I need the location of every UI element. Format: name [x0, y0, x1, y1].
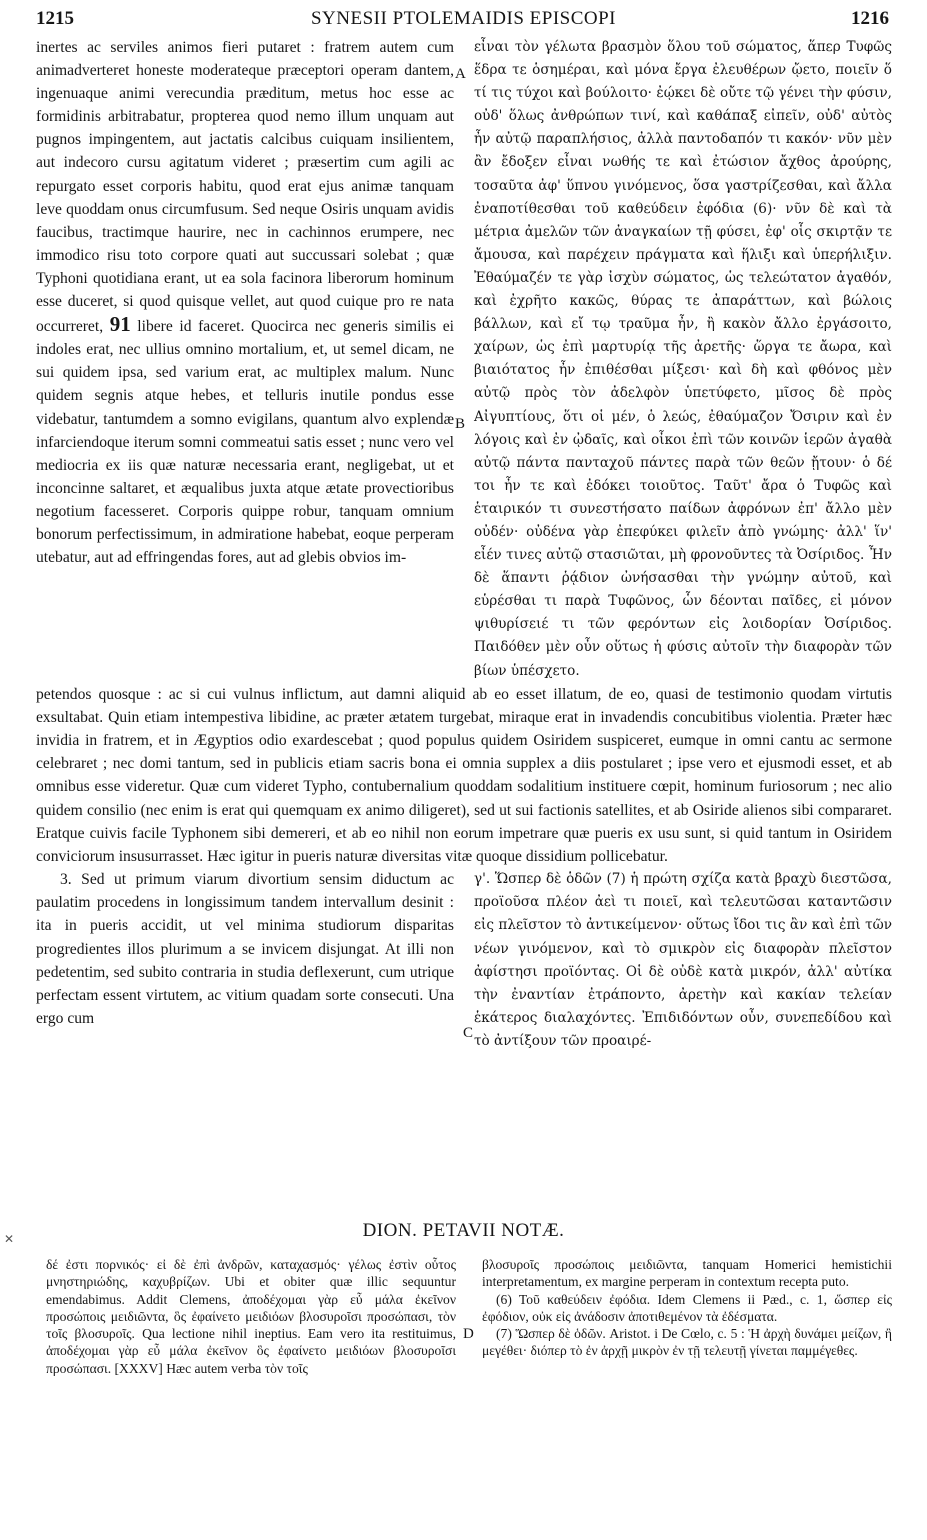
greek-text-part1: εἶναι τὸν γέλωτα βρασμὸν ὅλου τοῦ σώματος, ἅπερ Τυφῶς ἕδρα τε ὁσημέραι, καὶ μόνα ἔργα ἐλευθέρων ᾤετο, ποιεῖν ὅ τί τις τύχοι καὶ βούλοιτο· ἐῴκει δὲ οὔτε τῷ γένει τὴν φύσιν, οὐδ' ὅλως ἀνθρώπων τινί, καὶ καθάπαξ εἰπεῖν, οὐδ' αὐτὸς ἦν αὐτῷ παραπλήσιος, ἀλλὰ παντοδαπόν τι κακόν· νῦν μὲν ἂν ἔδοξεν εἶναι νωθής τε καὶ ἐτώσιον ἄχθος ἀρούρης, τοσαῦτα ἀφ' ὕπνου γινόμενος, ὅσα γαστρίζεσθαι, καὶ ἄλλα ἐναποτίθεσθαι τοῦ καθεύδειν ἐφόδια (6)· νῦν δὲ καὶ τὰ μέτρια ἀμελῶν τῶν ἀναγκαίων τῇ φύσει, ἐφ' οἷς σκιρτᾷν τε ἄμουσα, καὶ παρέχειν πράγματα καὶ ἥλιξι καὶ ὑπερήλιξιν. Ἐθαύμαζέν τε γὰρ ἰσχὺν σώματος, ὡς τελεώτατον ἀγαθόν, καὶ ἐχρῆτο κακῶς, θύρας τε ἀπαράττων, καὶ βώλοις βάλλων, καὶ εἴ τῳ τραῦμα ἦν, ἢ κακὸν ἄλλο ἐργάσοιτο, χαίρων, ὡς ἐπὶ μαρτυρίᾳ	[474, 39, 892, 356]
notes-title: DION. PETAVII NOTÆ.	[362, 1220, 565, 1241]
notes-left-column: δέ ἐστι πορνικός· εἰ δὲ ἐπὶ ἀνδρῶν, καταχασμός· γέλως ἐστὶν οὗτος μνηστηριώδης, καχυβρίζων. Ubi et obiter quæ illic sequuntur emendabimus. Addit Clemens, ἀποδέχομαι γὰρ εὖ μάλα ἐκεῖνον προσώποις μειδιῶντα, ὃς ἐφαίνετο μειδιόων βλοσυροῖσι προσώπασι, τὸν τοῖς βλοσυροῖς. Qua lectione nihil ineptius. Eam vero ita restituimus, ἀποδέχομαι γὰρ εὖ μάλα ἐκεῖνον ὃς ἐφαίνετο μειδιόων βλοσυροῖσι προσώπασι. [XXXV] Hæc autem verba τὸν τοῖς	[46, 1257, 456, 1376]
page-number-left: 1215	[36, 8, 74, 29]
main-text	[36, 36, 892, 1053]
gutter-mark: ✕	[4, 1232, 15, 1246]
margin-marker-a: A	[455, 66, 466, 82]
margin-marker-d: D	[463, 1326, 474, 1342]
note-continuation: βλοσυροῖς προσώποις μειδιῶντα, tanquam Homerici hemistichii interpretamentum, ex margine perperam in contextum recepta puto.	[482, 1257, 892, 1290]
greek-section-3: γ'. Ὥσπερ δὲ ὁδῶν (7) ἡ πρώτη σχίζα κατὰ βραχὺ διεστῶσα, προϊοῦσα πλέον ἀεὶ τι ποιεῖ, καὶ τελευτῶσαι καταντῶσιν εἰς πλεῖστον τὸ ἀντικείμενον· οὕτως ἴδοι τις ἂν καὶ ἐπὶ τῶν νέων γινόμενον, καὶ τὸ σμικρὸν εἰς διαφορὰν πλεῖστον ἀφίστησι προϊόντας. Οἱ δὲ οὐδὲ κατὰ μικρόν, ἀλλ' αὐτίκα τὴν ἐναντίαν ἐτράποντο, ἀρετὴν καὶ κακίαν τελείαν ἑκάτερος διαλαχόντες. Ἐπιδιδόντων οὖν, συνεπεδίδου καὶ τὸ ἀντίξουν τῶν προαιρέ-	[474, 871, 892, 1049]
latin-text-part1: inertes ac serviles animos fieri putaret : fratrem autem cum animadverteret honeste moderateque præceptori operam dantem, ingenuaque animi verecundia præditum, metus hoc esse ac formidinis arbitrabatur, propterea quod nemo illum unquam aut pugnos impingentem, aut jactatis calcibus cuiquam insilientem, aut indecoro cursu agitatum videret ; præsertim cum agili ac repurgato esset corporis habitu, quod erat ejus animæ tanquam leve quoddam onus circumfusum. Sed neque Osiris unquam avidis faucibus, tractimque haurire, nec in cachinnos erumpere, nec immodico risu toto corpore quati aut succussari solebat ; quæ Typhoni quotidiana erant, ut ea sola facinora liberorum hominum esse duceret, si quod quisque vellet, aut quod cuique pro re nata occurreret,	[36, 39, 454, 336]
parallel-columns-section3	[36, 868, 892, 1053]
parallel-columns-top	[36, 36, 892, 683]
running-title: SYNESII PTOLEMAIDIS EPISCOPI	[310, 8, 616, 29]
running-header	[0, 8, 927, 34]
page-reference-number: 91	[109, 312, 131, 337]
latin-column	[36, 36, 454, 683]
margin-marker-c: C	[463, 1025, 474, 1041]
page-number-right: 1216	[851, 8, 889, 29]
greek-text-part2: τῆς ἀρετῆς· ὥργα τε ἄωρα, καὶ βιαιότατος ἦν ἐπιθέσθαι μίξεσι· καὶ δὴ καὶ φθόνος μὲν αὐτῷ πρὸς τὸν ἀδελφὸν ὑπετύφετο, μῖσος δὲ πρὸς Αἰγυπτίους, ὅτι οἱ μέν, ὁ λεώς, ἐθαύμαζον Ὄσιριν καὶ ἐν λόγοις καὶ ἐν ᾠδαῖς, καὶ οἶκοι ἐπὶ τῶν κοινῶν ἱερῶν ἀγαθὰ αὐτῷ πάντα πανταχοῦ πάντες παρὰ τῶν θεῶν ᾔτουν· ὁ δέ τοι ἦν τε καὶ ἐδόκει τοιοῦτος. Ταῦτ' ἄρα ὁ Τυφῶς καὶ ἑταιρικόν τι συνεστήσατο παίδων ἀφρόνων ἐπ' ἄλλο μὲν οὐδέν· οὐδένα γὰρ ἐπεφύκει φιλεῖν ἀπὸ γνώμης· ἀλλ' ἵν' εἶέν τινες αὐτῷ στασιῶται, μὴ φρονοῦντες τὰ Ὀσίριδος. Ἦν δὲ ἅπαντι ῥᾴδιον ὠνήσασθαι τὴν γνώμην αὐτοῦ, καὶ εὑρέσθαι τι παρὰ Τυφῶνος, ὧν δέονται παῖδες, εἰ μόνον ψιθυρίσειέ τι τῶν φερόντων εἰς λοιδορίαν Ὀσίριδος. Παιδόθεν μὲν οὖν οὕτως ἡ φύσις αὐτοῖν τὴν διαφορὰν τῶν βίων ὑπέσχετο.	[474, 339, 893, 679]
notes-section	[46, 1256, 892, 1377]
note-6: (6) Τοῦ καθεύδειν ἐφόδια. Idem Clemens ii Pæd., c. 1, ὥσπερ εἰς ἐφόδιον, οὐκ εἰς ἀνάδοσιν ἀποτιθεμένον τὰ ἐδέσματα.	[482, 1291, 892, 1324]
latin-text-part2: libere id faceret. Quocirca nec generis similis ei indoles erat, nec ullius omnino mortalium, et, ut semel dicam, ne sui quidem ipsa, sed varium erat, ac multiplex malum. Nunc quidem segnis atque hebes, et telluris inutile pondus esse videbatur, tantumdem a somno evigilans, quantum alvo explendæ infarciendoque iterum somni commeatui satis esset ; nunc vero vel mediocria ex iis quæ naturæ necessaria erant, negligebat, ut et inconcinne saltaret, et æqualibus juxta atque ætate provectioribus negotium facesseret. Corporis quippe robur, tanquam omnium bonorum perfectissimum, in admiratione habebat, eoque perperam utebatur, aut ad effringendas fores, aut ad glebis obvios im-	[36, 318, 454, 567]
notes-right-column	[482, 1256, 892, 1377]
note-7: (7) Ὥσπερ δὲ ὁδῶν. Aristot. i De Cœlo, c. 5 : Ἡ ἀρχὴ δυνάμει μείζων, ἢ μεγέθει· διόπερ τὸ ἐν ἀρχῇ μικρὸν ἐν τῇ τελευτῇ γίνεται παμμέγεθες.	[482, 1326, 892, 1359]
margin-marker-b: B	[455, 416, 466, 432]
greek-column	[474, 36, 892, 683]
full-width-latin-paragraph: petendos quosque : ac si cui vulnus inflictum, aut damni aliquid ab eo esset illatum, de eo, quasi de testimonio quodam virtutis exsultabat. Quin etiam intempestiva libidine, ac præter ætatem turgebat, miraque erat in invadendis concubitibus violentia. Præter hæc invidia in fratrem, et in Ægyptios odio exardescebat ; quod populus quidem Osiridem suspiceret, eumque in omni cantu ac sermone celebraret ; nec domi tantum, sed in publicis etiam sacris bona ei omnia supplex a diis postularet ; ipse vero et ejusmodi esset, et ab omnibus esse videretur. Quæ cum videret Typho, contubernalium quoddam sodalitium instituere cœpit, hominum furiosorum ; nec alio quidem consilio (nec enim is erat qui quemquam ex animo diligeret), sed ut sui factionis satellites, et ab Osiride alienos sibi compararet. Eratque cuivis facile Typhonem sibi demereri, et ab eo nihil non eorum impetrare quæ pueris ex usu sunt, si quid tantum in Osiridem conviciorum insusurrasset. Hæc igitur in pueris naturæ diversitas vitæ quoque dissidium pollicebatur.	[36, 685, 892, 866]
latin-section-3: 3. Sed ut primum viarum divortium sensim diductum ac paulatim procedens in longissimum tandem intervallum desinit : ita in pueris accidit, ut vel minima studiorum disparitas progredientes illos plurimum a se invicem disjungat. At illi non pedetentim, sed subito contraria in studia deflexerunt, cum utrique perfectam essent virtutem, ac vitium quadam sorte consecuti. Una ergo cum	[36, 871, 454, 1027]
